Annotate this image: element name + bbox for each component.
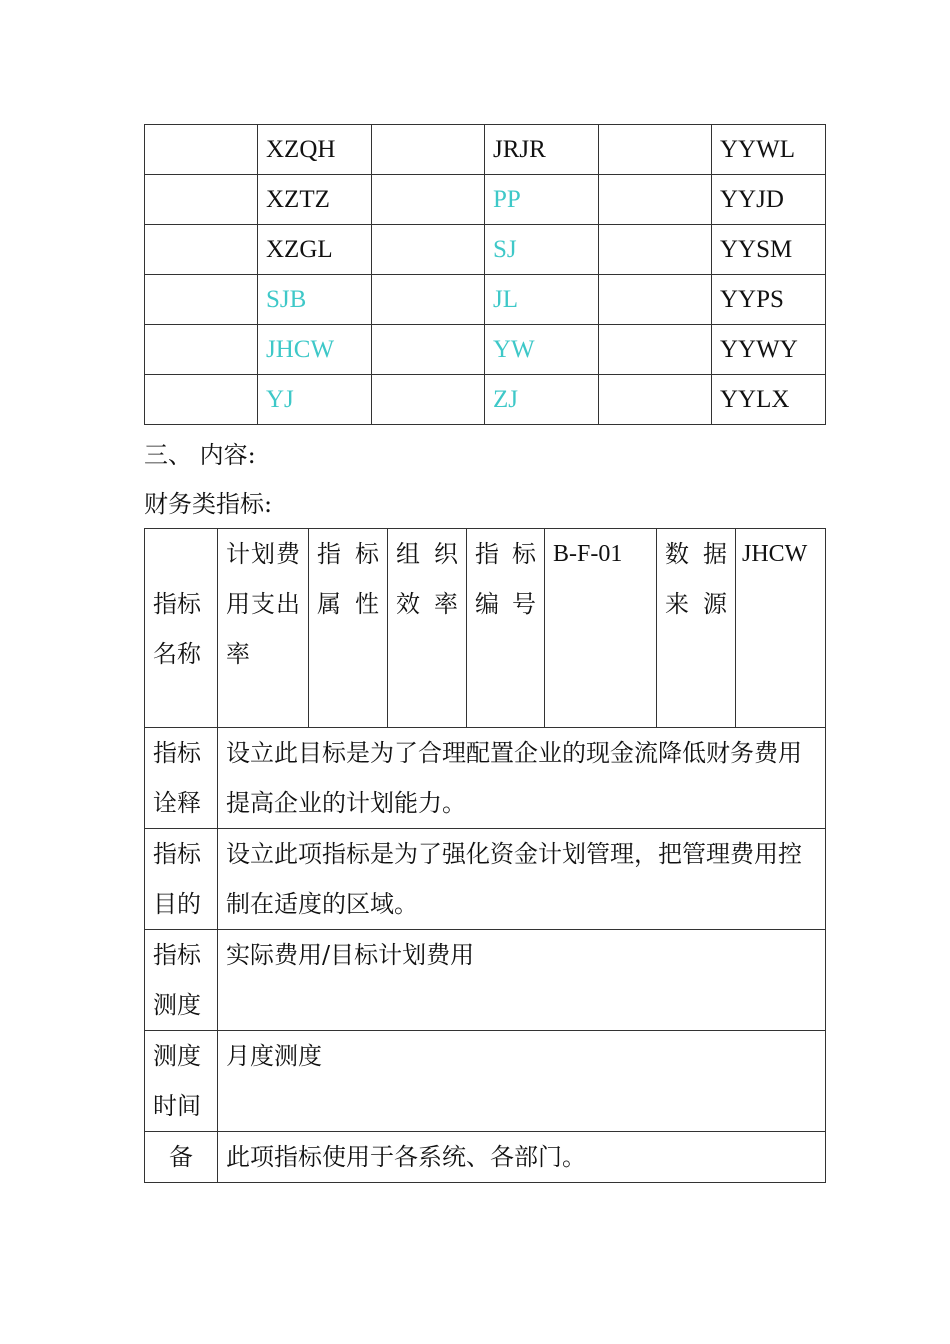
sub-heading: 财务类指标: — [144, 490, 273, 518]
table-cell: SJB — [258, 275, 372, 325]
table-cell: XZGL — [258, 225, 372, 275]
row-label: 指标目的 — [145, 829, 218, 930]
code-label: 指标编号 — [467, 529, 545, 728]
table-cell: JRJR — [485, 125, 599, 175]
table-cell: JL — [485, 275, 599, 325]
table-cell: ZJ — [485, 375, 599, 425]
source-label: 数据来源 — [657, 529, 736, 728]
table-cell — [599, 225, 712, 275]
table-row — [145, 325, 826, 375]
table-row — [145, 529, 826, 728]
table-row — [145, 125, 826, 175]
indicator-table — [144, 528, 826, 1183]
row-label: 指标诠释 — [145, 728, 218, 829]
table-cell: XZQH — [258, 125, 372, 175]
table-cell — [599, 375, 712, 425]
row-value: 实际费用/目标计划费用 — [218, 930, 826, 1031]
table-cell: YYPS — [712, 275, 826, 325]
row-value: 月度测度 — [218, 1031, 826, 1132]
table-row — [145, 728, 826, 829]
row-value: 此项指标使用于各系统、各部门。 — [218, 1132, 826, 1183]
table-cell — [372, 175, 485, 225]
row-label: 测度时间 — [145, 1031, 218, 1132]
table-cell — [145, 175, 258, 225]
table-cell: YW — [485, 325, 599, 375]
table-cell — [372, 275, 485, 325]
table-cell: PP — [485, 175, 599, 225]
table-cell — [145, 125, 258, 175]
table-cell: XZTZ — [258, 175, 372, 225]
table-row — [145, 175, 826, 225]
attr-label: 指标属性 — [309, 529, 388, 728]
table-cell — [145, 375, 258, 425]
name-label: 指标名称 — [145, 529, 218, 728]
table-row — [145, 275, 826, 325]
table-cell: YYLX — [712, 375, 826, 425]
table-row — [145, 1132, 826, 1183]
source-value: JHCW — [736, 529, 826, 728]
table-row — [145, 225, 826, 275]
table-cell: YYWL — [712, 125, 826, 175]
table-cell: JHCW — [258, 325, 372, 375]
section-heading: 三、 内容: — [144, 441, 256, 469]
table-cell — [599, 175, 712, 225]
row-value: 设立此目标是为了合理配置企业的现金流降低财务费用提高企业的计划能力。 — [218, 728, 826, 829]
name-value: 计划费用支出率 — [218, 529, 309, 728]
table-cell — [372, 225, 485, 275]
table-cell — [372, 125, 485, 175]
table-cell: YYWY — [712, 325, 826, 375]
table-cell — [599, 275, 712, 325]
table-cell — [145, 325, 258, 375]
row-label: 备 — [145, 1132, 218, 1183]
table-row — [145, 930, 826, 1031]
table-cell — [599, 125, 712, 175]
table-row — [145, 375, 826, 425]
table-cell — [372, 325, 485, 375]
attr-value: 组织效率 — [388, 529, 467, 728]
table-cell: SJ — [485, 225, 599, 275]
table-row — [145, 1031, 826, 1132]
table-cell: YJ — [258, 375, 372, 425]
code-value: B-F-01 — [545, 529, 657, 728]
table-cell — [145, 225, 258, 275]
table-cell: YYJD — [712, 175, 826, 225]
row-label: 指标测度 — [145, 930, 218, 1031]
table-cell — [372, 375, 485, 425]
row-value: 设立此项指标是为了强化资金计划管理，把管理费用控制在适度的区域。 — [218, 829, 826, 930]
table-cell — [145, 275, 258, 325]
code-table — [144, 124, 826, 425]
table-cell — [599, 325, 712, 375]
table-cell: YYSM — [712, 225, 826, 275]
table-row — [145, 829, 826, 930]
